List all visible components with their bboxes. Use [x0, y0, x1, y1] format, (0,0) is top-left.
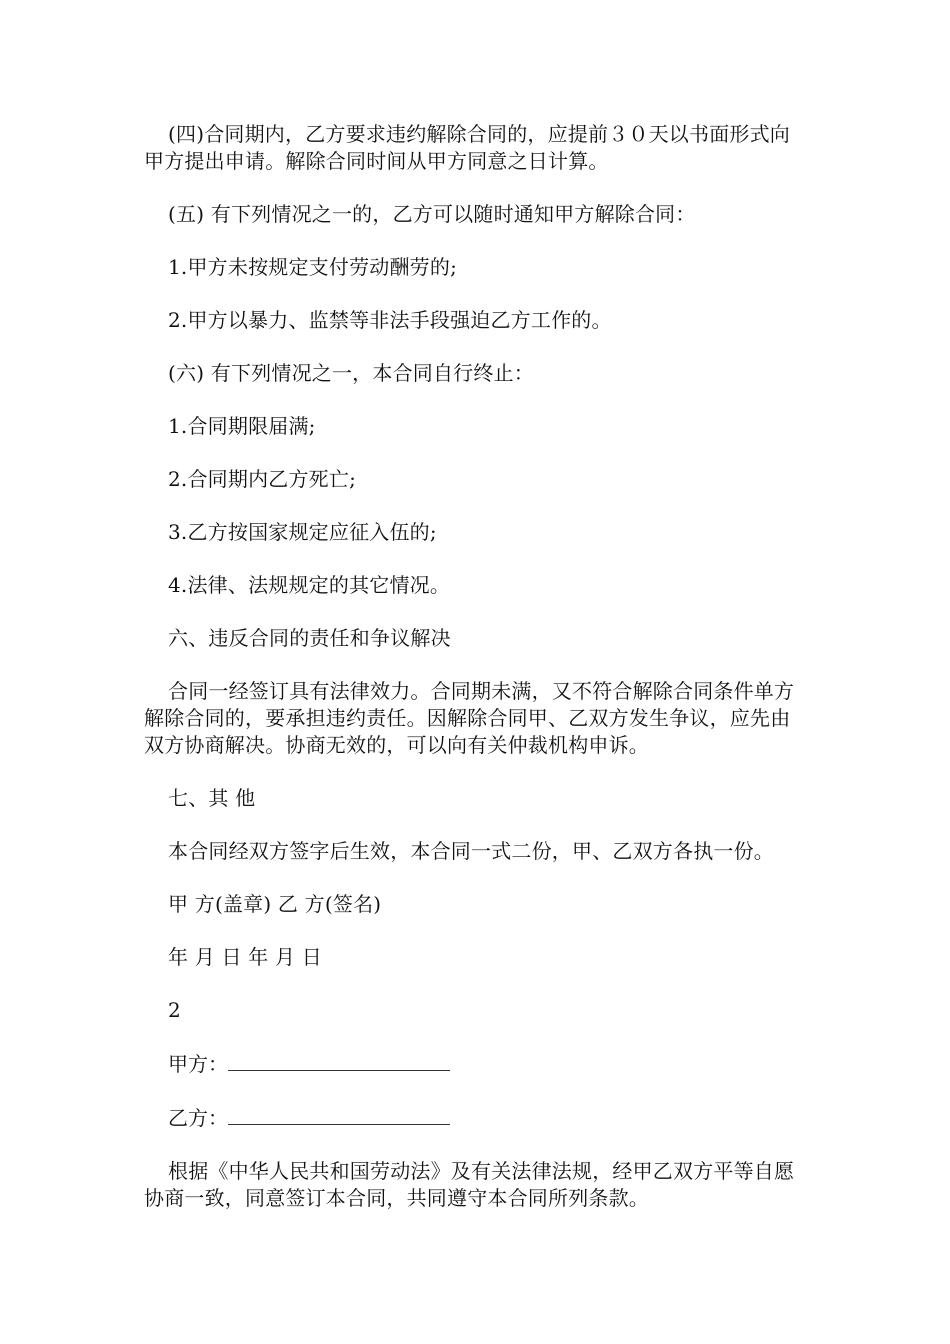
section-6-heading: 六、违反合同的责任和争议解决	[168, 626, 451, 650]
party-b-signature-line[interactable]	[228, 1104, 450, 1125]
section-7-body: 本合同经双方签字后生效，本合同一式二份，甲、乙双方各执一份。	[168, 839, 774, 863]
clause-6-heading: (六) 有下列情况之一，本合同自行终止：	[168, 361, 534, 385]
section-6-body: 合同一经签订具有法律效力。合同期未满，又不符合解除合同条件单方解除合同的，要承担违约责任。因解除合同甲、乙双方发生争议，应先由双方协商解决。协商无效的，可以向有关仲裁机构申诉。	[144, 679, 795, 757]
party-a-signature-line[interactable]	[228, 1050, 450, 1071]
clause-6-item-1: 1.合同期限届满;	[168, 414, 316, 438]
page-number: 2	[168, 998, 181, 1022]
party-a-signature-row	[144, 1050, 808, 1078]
closing-statement: 根据《中华人民共和国劳动法》及有关法律法规，经甲乙双方平等自愿协商一致，同意签订本合同，共同遵守本合同所列条款。	[144, 1159, 795, 1210]
signature-parties: 甲 方(盖章) 乙 方(签名)	[168, 892, 382, 916]
clause-4-early-termination: (四)合同期内，乙方要求违约解除合同的，应提前３０天以书面形式向甲方提出申请。解除合同时间从甲方同意之日计算。	[144, 122, 791, 173]
clause-6-item-3: 3.乙方按国家规定应征入伍的;	[168, 520, 437, 544]
party-b-signature-row	[144, 1104, 808, 1132]
party-a-label: 甲方：	[168, 1052, 228, 1076]
section-7-heading: 七、其 他	[168, 786, 256, 810]
clause-5-heading: (五) 有下列情况之一的，乙方可以随时通知甲方解除合同：	[168, 202, 696, 226]
signature-dates: 年 月 日 年 月 日	[168, 945, 322, 969]
clause-6-item-4: 4.法律、法规规定的其它情况。	[168, 573, 451, 597]
clause-6-item-2: 2.合同期内乙方死亡;	[168, 467, 357, 491]
clause-5-item-2: 2.甲方以暴力、监禁等非法手段强迫乙方工作的。	[168, 308, 612, 332]
clause-5-item-1: 1.甲方未按规定支付劳动酬劳的;	[168, 255, 458, 279]
document-body	[144, 121, 808, 1238]
party-b-label: 乙方：	[168, 1106, 228, 1130]
